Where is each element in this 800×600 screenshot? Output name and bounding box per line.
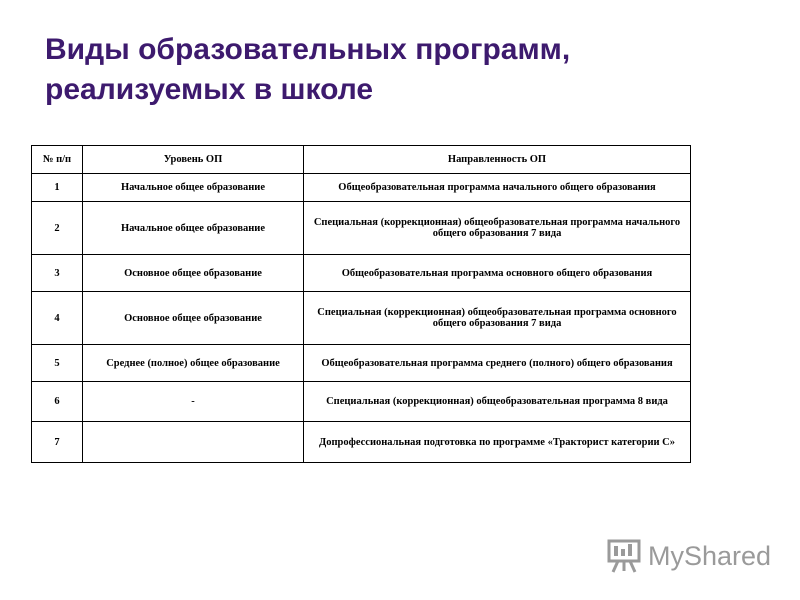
row-level: Начальное общее образование [83,202,304,255]
row-direction: Специальная (коррекционная) общеобразовательная программа 8 вида [304,382,691,422]
row-direction: Допрофессиональная подготовка по программе «Тракторист категории С» [304,422,691,463]
row-number: 3 [32,255,83,292]
row-level: Основное общее образование [83,292,304,345]
myshared-watermark [606,536,776,576]
table-row [32,292,691,345]
row-level: Основное общее образование [83,255,304,292]
presentation-board-icon [606,538,642,579]
table-row [32,422,691,463]
table-row [32,174,691,202]
row-direction: Общеобразовательная программа основного общего образования [304,255,691,292]
row-direction: Общеобразовательная программа среднего (полного) общего образования [304,345,691,382]
row-direction: Специальная (коррекционная) общеобразовательная программа начального общего образования 7 вида [304,202,691,255]
header-level: Уровень ОП [83,146,304,174]
watermark-text: MyShared [648,541,772,571]
row-number: 1 [32,174,83,202]
slide-title [45,30,765,110]
row-number: 5 [32,345,83,382]
header-direction: Направленность ОП [304,146,691,174]
row-level: - [83,382,304,422]
row-level: Начальное общее образование [83,174,304,202]
table-row [32,202,691,255]
slide-title-line-2: реализуемых в школе [45,73,374,106]
row-level: Среднее (полное) общее образование [83,345,304,382]
row-level [83,422,304,463]
row-direction: Общеобразовательная программа начального общего образования [304,174,691,202]
programs-table [31,145,691,463]
table-row [32,382,691,422]
header-number: № п/п [32,146,83,174]
slide-title-line-1: Виды образовательных программ, [45,33,571,66]
table-row [32,345,691,382]
row-direction: Специальная (коррекционная) общеобразовательная программа основного общего образования 7 вида [304,292,691,345]
table-row [32,255,691,292]
table-header-row [32,146,691,174]
row-number: 6 [32,382,83,422]
row-number: 2 [32,202,83,255]
row-number: 4 [32,292,83,345]
row-number: 7 [32,422,83,463]
